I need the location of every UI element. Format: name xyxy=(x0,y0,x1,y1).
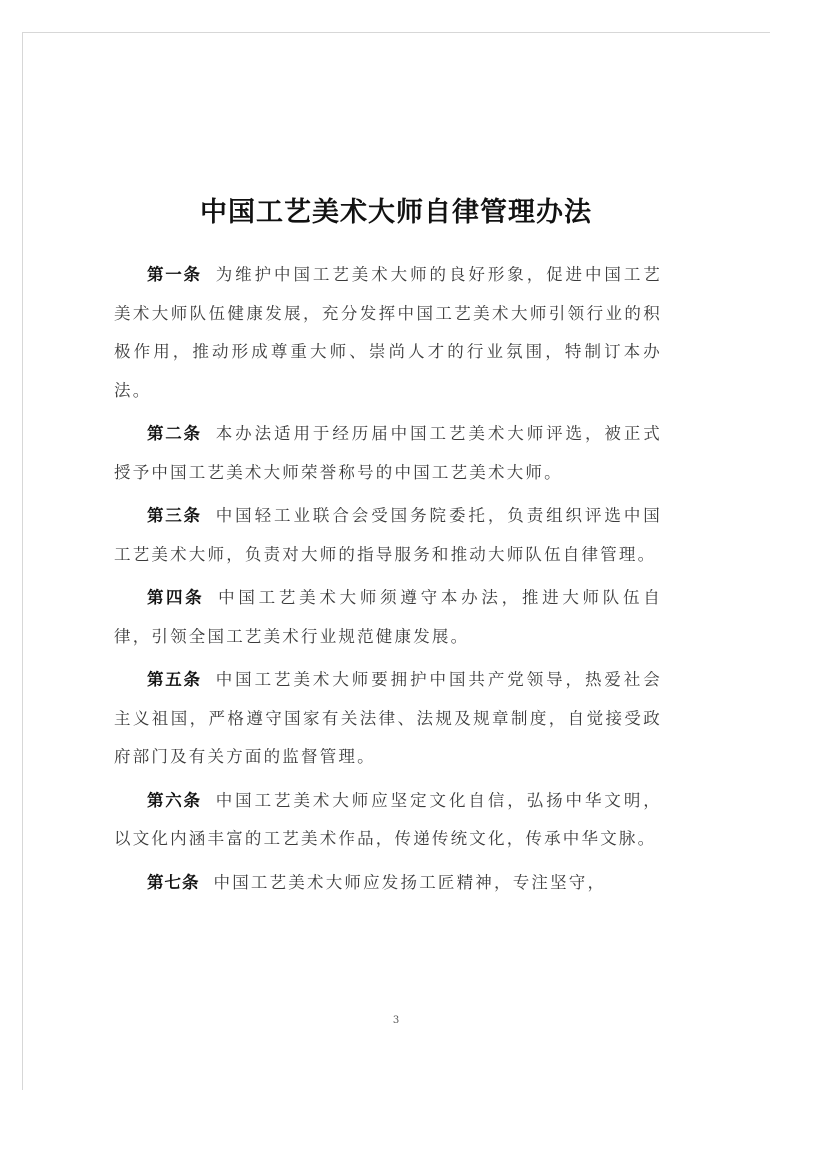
document-title: 中国工艺美术大师自律管理办法 xyxy=(200,197,592,229)
article-text: 中国工艺美术大师须遵守本办法，推进大师队伍自律，引领全国工艺美术行业规范健康发展。 xyxy=(114,588,662,646)
document-body xyxy=(114,256,662,907)
article-label: 第五条 xyxy=(147,670,202,689)
article-text: 本办法适用于经历届中国工艺美术大师评选，被正式授予中国工艺美术大师荣誉称号的中国工艺美术大师。 xyxy=(114,424,663,482)
article-text: 中国工艺美术大师应坚定文化自信，弘扬中华文明，以文化内涵丰富的工艺美术作品，传递传统文化，传承中华文脉。 xyxy=(114,790,663,848)
page-border-top xyxy=(22,32,770,33)
article-label: 第一条 xyxy=(147,265,202,284)
article-3 xyxy=(114,497,662,574)
article-label: 第七条 xyxy=(147,872,200,892)
article-label: 第六条 xyxy=(147,790,202,810)
article-label: 第二条 xyxy=(147,424,202,443)
article-text: 中国工艺美术大师要拥护中国共产党领导，热爱社会主义祖国，严格遵守国家有关法律、法规及规章制度，自觉接受政府部门及有关方面的监督管理。 xyxy=(114,670,663,766)
article-6 xyxy=(114,782,662,859)
article-2 xyxy=(114,415,662,492)
article-7 xyxy=(114,864,662,903)
article-1 xyxy=(114,256,662,410)
article-label: 第四条 xyxy=(147,588,205,607)
article-4 xyxy=(114,579,662,656)
article-label: 第三条 xyxy=(147,506,202,525)
article-text: 中国工艺美术大师应发扬工匠精神，专注坚守， xyxy=(213,872,607,892)
article-5 xyxy=(114,661,662,777)
article-text: 为维护中国工艺美术大师的良好形象，促进中国工艺美术大师队伍健康发展，充分发挥中国工艺美术大师引领行业的积极作用，推动形成尊重大师、崇尚人才的行业氛围，特制订本办法。 xyxy=(114,265,663,400)
page-number: 3 xyxy=(392,1015,400,1026)
article-text: 中国轻工业联合会受国务院委托，负责组织评选中国工艺美术大师，负责对大师的指导服务和推动大师队伍自律管理。 xyxy=(114,506,663,564)
